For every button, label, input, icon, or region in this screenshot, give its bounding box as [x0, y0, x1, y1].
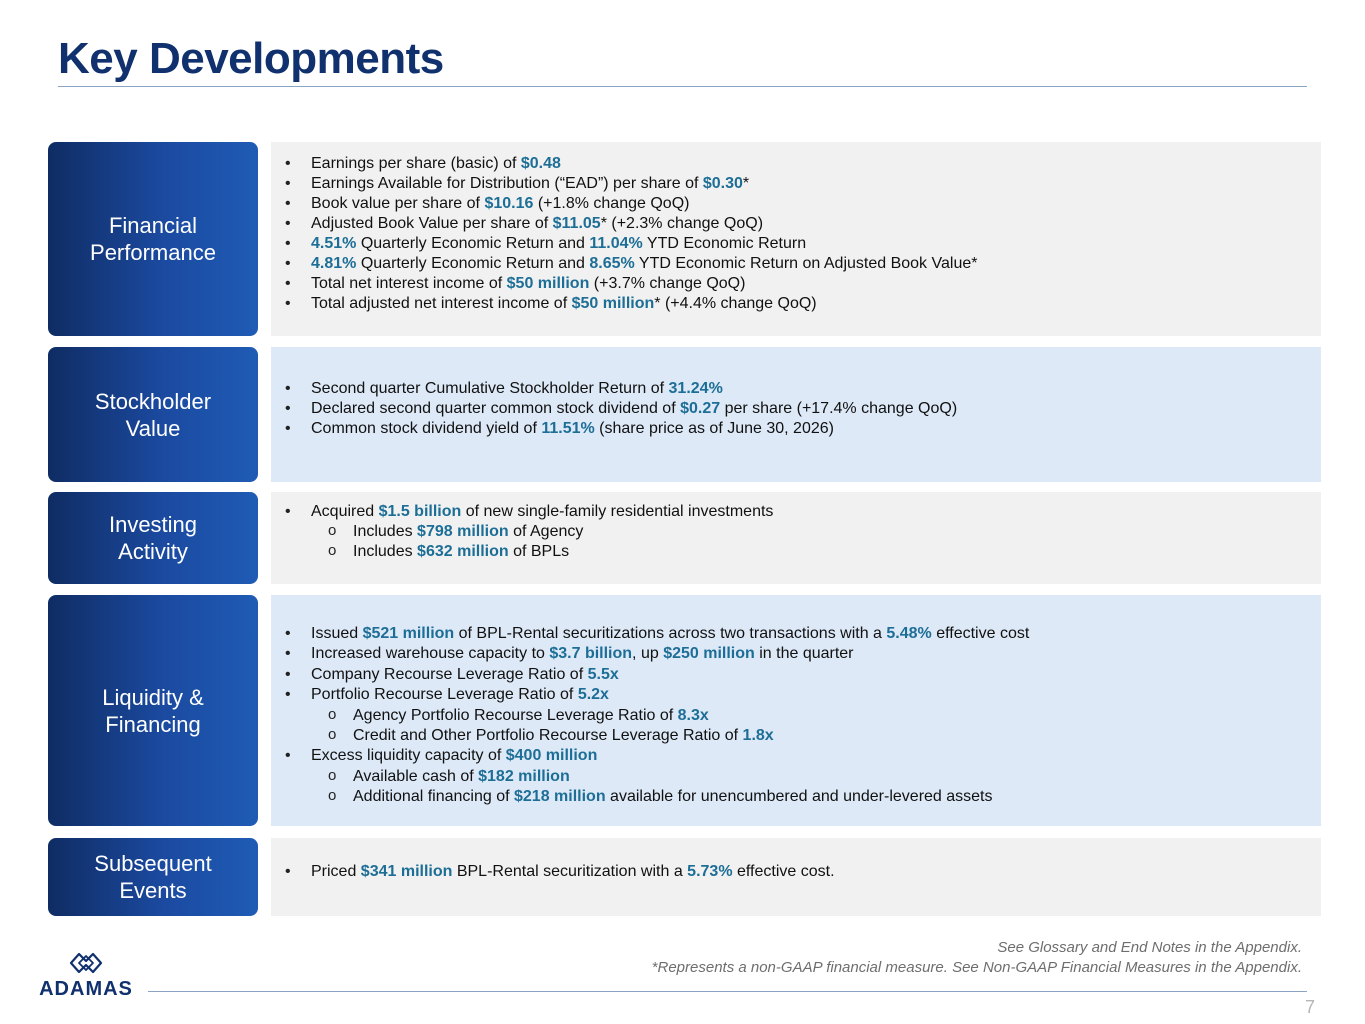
bullet-item	[285, 665, 1029, 685]
highlighted-value: $0.30	[702, 175, 743, 192]
bullet-text: per share (+17.4% change QoQ)	[720, 400, 958, 417]
sub-bullet-item	[285, 542, 773, 562]
section-financial-performance	[48, 142, 1321, 336]
bullet-text: Earnings per share (basic) of	[311, 155, 521, 172]
bullet-text: of Agency	[508, 523, 584, 540]
bullet-text: of BPL-Rental securitizations across two transactions with a	[454, 625, 887, 642]
bullet-text: Portfolio Recourse Leverage Ratio of	[311, 686, 578, 704]
bullet-text: Total adjusted net interest income of	[311, 295, 572, 312]
highlighted-value: $10.16	[484, 195, 534, 212]
section-label-line: Financing	[105, 711, 201, 737]
bullet-text: Available cash of	[353, 767, 479, 785]
bullet-text: Earnings Available for Distribution (“EAD”) per share of	[311, 175, 703, 192]
section-label	[48, 595, 258, 826]
section-stockholder-value	[48, 347, 1321, 482]
highlighted-value: 5.48%	[886, 625, 932, 642]
bullet-text: , up	[632, 645, 664, 663]
section-label-line: Liquidity &	[102, 684, 204, 710]
section-label	[48, 838, 258, 916]
bullet-text: Acquired	[311, 503, 379, 520]
bullet-text: Agency Portfolio Recourse Leverage Ratio of	[353, 706, 678, 724]
bullet-text: YTD Economic Return on Adjusted Book Value*	[634, 255, 978, 272]
highlighted-value: 4.51%	[311, 235, 357, 252]
bullet-item	[285, 862, 835, 882]
bullet-item	[285, 685, 1029, 705]
highlighted-value: 5.73%	[687, 863, 733, 880]
highlighted-value: $3.7 billion	[549, 645, 633, 663]
footnote-glossary: See Glossary and End Notes in the Appendix.	[997, 939, 1302, 956]
bullet-text: (+1.8% change QoQ)	[533, 195, 690, 212]
highlighted-value: $0.48	[520, 155, 561, 172]
bullet-text: Increased warehouse capacity to	[311, 645, 550, 663]
highlighted-value: $218 million	[514, 788, 606, 806]
bullet-text: Adjusted Book Value per share of	[311, 215, 553, 232]
bullet-text: Quarterly Economic Return and	[356, 255, 590, 272]
section-content	[271, 142, 1321, 336]
footnote-non-gaap: *Represents a non-GAAP financial measure. See Non-GAAP Financial Measures in the Appendix.	[651, 959, 1302, 976]
section-content	[271, 492, 1321, 584]
bullet-text: * (+2.3% change QoQ)	[600, 215, 764, 232]
section-label	[48, 142, 258, 336]
section-label-line: Value	[125, 415, 181, 441]
bullet-text: *	[742, 175, 750, 192]
bullet-item	[285, 502, 773, 522]
bullet-text: in the quarter	[754, 645, 854, 663]
bullet-text: Issued	[311, 625, 363, 642]
bullet-item	[285, 624, 1029, 644]
bullet-item	[285, 194, 977, 214]
section-content	[271, 838, 1321, 916]
section-content	[271, 347, 1321, 482]
highlighted-value: 4.81%	[311, 255, 357, 272]
bullet-text: * (+4.4% change QoQ)	[654, 295, 817, 312]
footer-divider	[148, 991, 1307, 992]
bullet-item	[285, 254, 977, 274]
section-label-line: Investing	[108, 512, 198, 537]
bullet-text: Quarterly Economic Return and	[356, 235, 590, 252]
highlighted-value: $341 million	[360, 863, 453, 880]
section-label-line: Events	[119, 878, 187, 903]
company-logo	[33, 950, 139, 1001]
highlighted-value: $182 million	[478, 767, 570, 785]
highlighted-value: $632 million	[417, 543, 509, 560]
highlighted-value: 5.5x	[587, 665, 619, 683]
sub-bullet-item	[285, 787, 1029, 807]
bullet-text: available for unencumbered and under-levered assets	[605, 788, 993, 806]
section-investing-activity	[48, 492, 1321, 584]
bullet-text: Excess liquidity capacity of	[311, 747, 506, 765]
bullet-text: of new single-family residential investments	[461, 503, 774, 520]
bullet-item	[285, 214, 977, 234]
logo-text: ADAMAS	[39, 978, 133, 1000]
highlighted-value: 11.04%	[589, 235, 643, 252]
bullet-text: Total net interest income of	[311, 275, 507, 292]
bullet-text: of BPLs	[508, 543, 570, 560]
section-label-line: Activity	[118, 539, 188, 564]
bullet-text: Declared second quarter common stock dividend of	[311, 400, 681, 417]
section-label-line: Subsequent	[94, 851, 212, 876]
sub-bullet-item	[285, 767, 1029, 787]
bullet-list	[271, 862, 835, 882]
bullet-text: effective cost.	[732, 863, 835, 880]
bullet-text: Additional financing of	[353, 788, 514, 806]
bullet-text: Book value per share of	[311, 195, 485, 212]
adamas-logo-icon	[68, 950, 104, 976]
section-label	[48, 347, 258, 482]
highlighted-value: 1.8x	[742, 727, 774, 745]
bullet-text: Common stock dividend yield of	[311, 420, 542, 437]
highlighted-value: 11.51%	[541, 420, 595, 437]
page-number: 7	[1304, 997, 1315, 1017]
highlighted-value: 31.24%	[668, 380, 723, 397]
bullet-list	[271, 624, 1029, 808]
section-label-line: Performance	[90, 240, 216, 265]
section-label-line: Financial	[108, 213, 198, 238]
section-label-line: Stockholder	[94, 388, 212, 414]
highlighted-value: $11.05	[552, 215, 601, 232]
highlighted-value: 8.3x	[677, 706, 709, 724]
bullet-text: YTD Economic Return	[642, 235, 807, 252]
bullet-list	[271, 379, 957, 439]
page-title: Key Developments	[58, 34, 444, 83]
highlighted-value: $521 million	[362, 625, 455, 642]
bullet-text: Second quarter Cumulative Stockholder Return of	[311, 380, 669, 397]
bullet-text: Includes	[353, 543, 418, 560]
bullet-text: BPL-Rental securitization with a	[452, 863, 688, 880]
bullet-item	[285, 379, 957, 399]
bullet-item	[285, 294, 977, 314]
bullet-item	[285, 419, 957, 439]
highlighted-value: $50 million	[506, 275, 590, 292]
highlighted-value: $1.5 billion	[378, 503, 462, 520]
highlighted-value: $50 million	[571, 295, 655, 312]
sub-bullet-item	[285, 726, 1029, 746]
highlighted-value: $400 million	[505, 747, 598, 765]
highlighted-value: $798 million	[417, 523, 509, 540]
highlighted-value: 8.65%	[589, 255, 635, 272]
highlighted-value: $250 million	[663, 645, 755, 663]
highlighted-value: 5.2x	[577, 686, 609, 704]
bullet-text: (share price as of June 30, 2026)	[594, 420, 834, 437]
section-content	[271, 595, 1321, 826]
bullet-text: Includes	[353, 523, 418, 540]
title-divider	[58, 86, 1307, 87]
bullet-item	[285, 154, 977, 174]
highlighted-value: $0.27	[680, 400, 721, 417]
section-label	[48, 492, 258, 584]
bullet-text: Credit and Other Portfolio Recourse Leverage Ratio of	[353, 727, 743, 745]
bullet-text: Company Recourse Leverage Ratio of	[311, 665, 588, 683]
sub-bullet-item	[285, 706, 1029, 726]
bullet-item	[285, 174, 977, 194]
bullet-item	[285, 274, 977, 294]
bullet-item	[285, 399, 957, 419]
bullet-item	[285, 234, 977, 254]
bullet-text: (+3.7% change QoQ)	[589, 275, 746, 292]
section-subsequent-events	[48, 838, 1321, 916]
bullet-text: effective cost	[931, 625, 1030, 642]
bullet-list	[271, 502, 773, 562]
section-liquidity-financing	[48, 595, 1321, 826]
bullet-text: Priced	[311, 863, 361, 880]
bullet-item	[285, 746, 1029, 766]
sub-bullet-item	[285, 522, 773, 542]
bullet-list	[271, 154, 977, 314]
bullet-item	[285, 644, 1029, 664]
